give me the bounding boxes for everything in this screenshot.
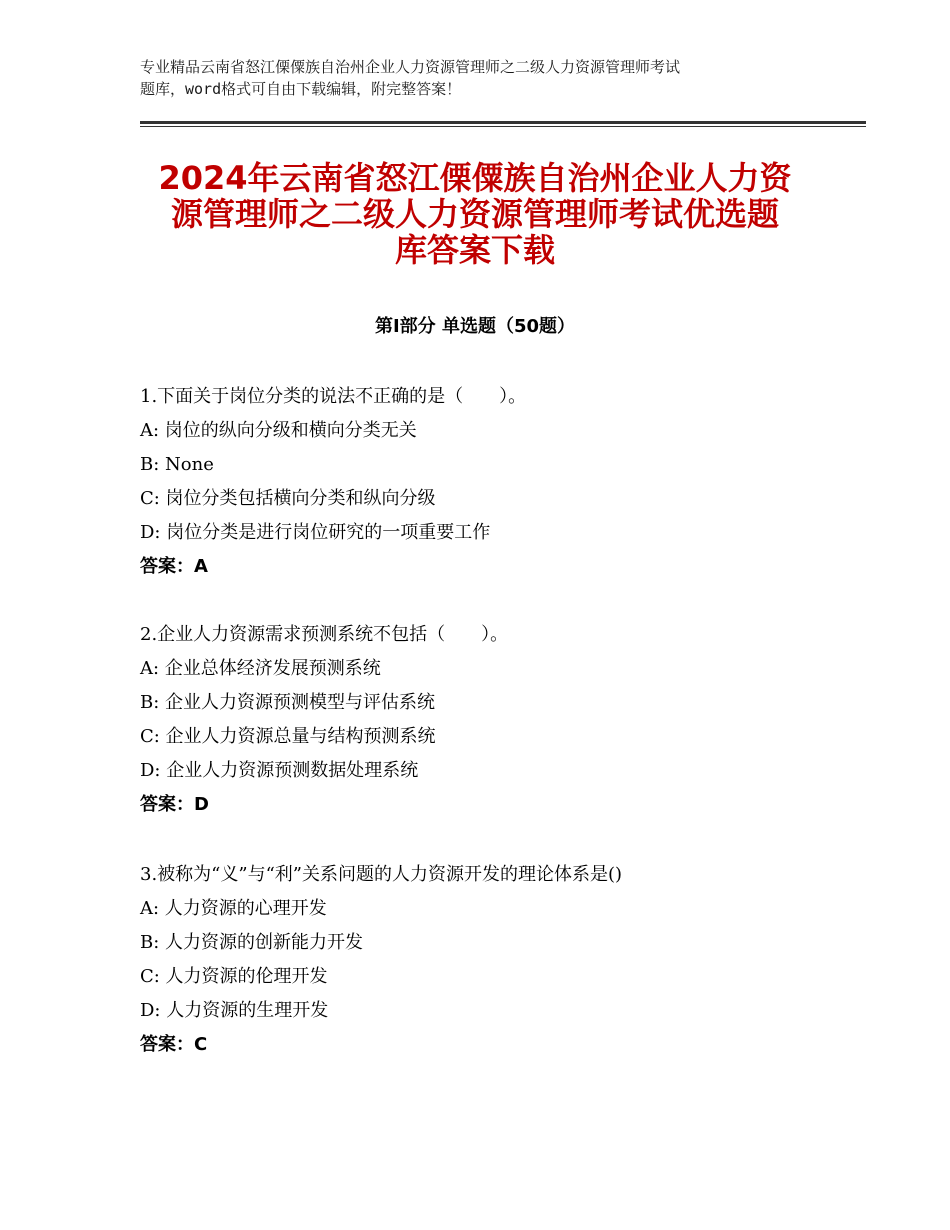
document-title — [110, 160, 840, 268]
option-c: C: 人力资源的伦理开发 — [140, 966, 328, 987]
option-c: C: 企业人力资源总量与结构预测系统 — [140, 726, 436, 747]
question-stem: 2.企业人力资源需求预测系统不包括（ ）。 — [140, 624, 509, 645]
option-a: A: 人力资源的心理开发 — [140, 898, 327, 919]
question-stem: 3.被称为“义”与“利”关系问题的人力资源开发的理论体系是() — [140, 864, 623, 885]
document-title-line-2: 源管理师之二级人力资源管理师考试优选题 — [170, 195, 779, 233]
section-title: 第Ⅰ部分 单选题（50题） — [374, 316, 575, 337]
option-a: A: 岗位的纵向分级和横向分类无关 — [140, 420, 417, 441]
option-d: D: 企业人力资源预测数据处理系统 — [140, 760, 419, 781]
header-divider-thin — [140, 126, 866, 127]
question-3 — [140, 858, 860, 1062]
question-2 — [140, 618, 860, 822]
option-d: D: 人力资源的生理开发 — [140, 1000, 329, 1021]
option-b: B: 人力资源的创新能力开发 — [140, 932, 364, 953]
answer: 答案：D — [140, 794, 209, 815]
answer: 答案：A — [140, 556, 208, 577]
header-note-line-2: 题库，word格式可自由下载编辑，附完整答案！ — [140, 80, 462, 98]
header-note — [140, 56, 830, 100]
question-stem: 1.下面关于岗位分类的说法不正确的是（ ）。 — [140, 386, 527, 407]
document-title-line-1: 2024年云南省怒江傈僳族自治州企业人力资 — [158, 159, 792, 197]
header-divider-thick — [140, 121, 866, 124]
question-1 — [140, 380, 860, 584]
option-c: C: 岗位分类包括横向分类和纵向分级 — [140, 488, 436, 509]
option-a: A: 企业总体经济发展预测系统 — [140, 658, 381, 679]
document-title-line-3: 库答案下载 — [394, 231, 555, 269]
header-note-line-1: 专业精品云南省怒江傈僳族自治州企业人力资源管理师之二级人力资源管理师考试 — [140, 58, 681, 76]
answer: 答案：C — [140, 1034, 208, 1055]
option-b: B: 企业人力资源预测模型与评估系统 — [140, 692, 436, 713]
option-d: D: 岗位分类是进行岗位研究的一项重要工作 — [140, 522, 491, 543]
option-b: B: None — [140, 454, 214, 475]
